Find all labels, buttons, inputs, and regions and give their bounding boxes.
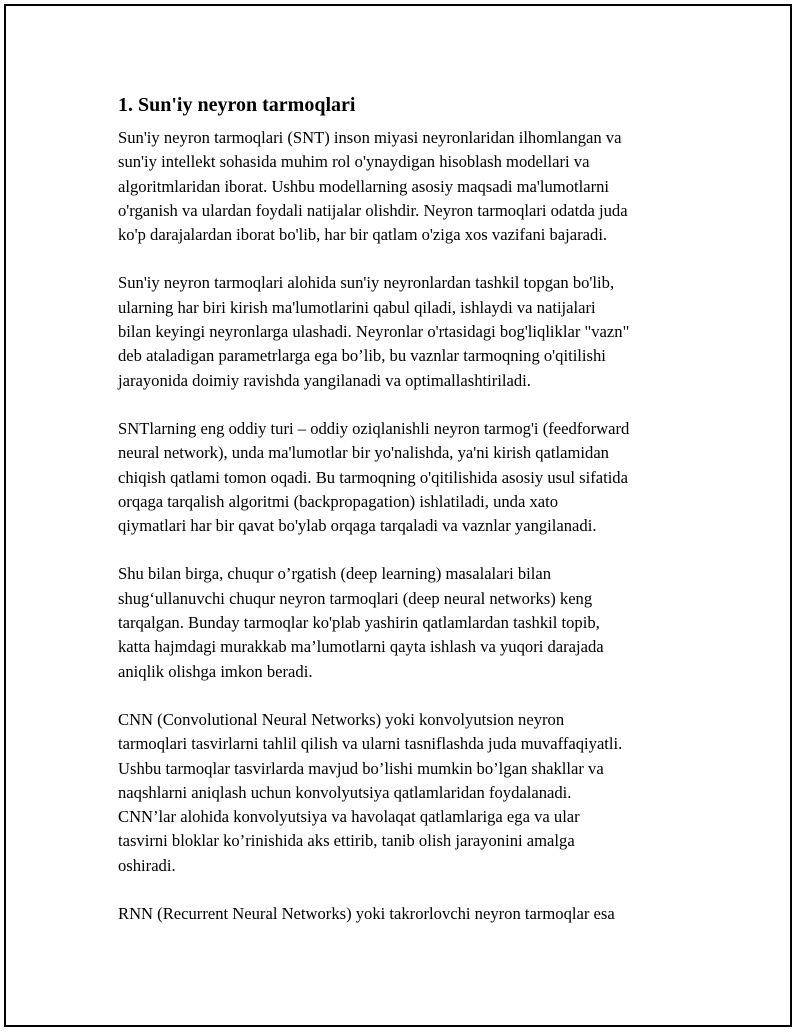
paragraph-line: tasvirni bloklar ko’rinishida aks ettirib, tanib olish jarayonini amalga [118, 831, 575, 851]
paragraph [118, 902, 688, 926]
paragraph-line: SNTlarning eng oddiy turi – oddiy oziqlanishli neyron tarmog'i (feedforward [118, 418, 630, 438]
paragraph-line: tarmoqlari tasvirlarni tahlil qilish va ularni tasniflashda juda muvaffaqiyatli. [118, 734, 623, 754]
paragraph-line: Shu bilan birga, chuqur o’rgatish (deep learning) masalalari bilan [118, 564, 552, 584]
paragraph-line: algoritmlaridan iborat. Ushbu modellarning asosiy maqsadi ma'lumotlarni [118, 176, 610, 196]
paragraph [118, 126, 688, 247]
paragraph-line: o'rganish va ulardan foydali natijalar olishdir. Neyron tarmoqlari odatda juda [118, 200, 628, 220]
paragraph-line: ko'p darajalardan iborat bo'lib, har bir qatlam o'ziga xos vazifani bajaradi. [118, 225, 608, 245]
paragraph-line: shug‘ullanuvchi chuqur neyron tarmoqlari (deep neural networks) keng [118, 588, 593, 608]
paragraph-line: Sun'iy neyron tarmoqlari alohida sun'iy neyronlardan tashkil topgan bo'lib, [118, 273, 615, 293]
paragraph-line: sun'iy intellekt sohasida muhim rol o'ynaydigan hisoblash modellari va [118, 152, 590, 172]
paragraph-line: tarqalgan. Bunday tarmoqlar ko'plab yashirin qatlamlardan tashkil topib, [118, 613, 600, 633]
paragraph-line: katta hajmdagi murakkab ma’lumotlarni qayta ishlash va yuqori darajada [118, 637, 604, 657]
section-heading: 1. Sun'iy neyron tarmoqlari [118, 94, 356, 116]
paragraph [118, 708, 688, 878]
paragraph-container [118, 126, 688, 926]
paragraph-line: RNN (Recurrent Neural Networks) yoki takrorlovchi neyron tarmoqlar esa [118, 904, 615, 924]
paragraph-line: Ushbu tarmoqlar tasvirlarda mavjud bo’lishi mumkin bo’lgan shakllar va [118, 758, 604, 778]
paragraph-line: chiqish qatlami tomon oqadi. Bu tarmoqning o'qitilishida asosiy usul sifatida [118, 467, 628, 487]
paragraph-line: ularning har biri kirish ma'lumotlarini qabul qiladi, ishlaydi va natijalari [118, 297, 596, 317]
paragraph-line: CNN’lar alohida konvolyutsiya va havolaqat qatlamlariga ega va ular [118, 807, 580, 827]
paragraph-line: qiymatlari har bir qavat bo'ylab orqaga tarqaladi va vaznlar yangilanadi. [118, 516, 597, 536]
paragraph [118, 562, 688, 683]
paragraph-line: oshiradi. [118, 855, 176, 875]
paragraph-line: Sun'iy neyron tarmoqlari (SNT) inson miyasi neyronlaridan ilhomlangan va [118, 128, 622, 147]
paragraph-line: jarayonida doimiy ravishda yangilanadi va optimallashtiriladi. [118, 370, 531, 390]
paragraph-line: neural network), unda ma'lumotlar bir yo'nalishda, ya'ni kirish qatlamidan [118, 443, 609, 463]
paragraph [118, 271, 688, 392]
paragraph-line: orqaga tarqalish algoritmi (backpropagation) ishlatiladi, unda xato [118, 491, 559, 511]
paragraph-line: CNN (Convolutional Neural Networks) yoki konvolyutsion neyron [118, 709, 565, 729]
document-body [118, 92, 688, 950]
paragraph-line: naqshlarni aniqlash uchun konvolyutsiya qatlamlaridan foydalanadi. [118, 782, 572, 802]
paragraph [118, 417, 688, 538]
paragraph-line: aniqlik olishga imkon beradi. [118, 661, 313, 681]
paragraph-line: bilan keyingi neyronlarga ulashadi. Neyronlar o'rtasidagi bog'liqliklar "vazn" [118, 322, 630, 342]
paragraph-line: deb ataladigan parametrlarga ega bo’lib, bu vaznlar tarmoqning o'qitilishi [118, 346, 606, 366]
